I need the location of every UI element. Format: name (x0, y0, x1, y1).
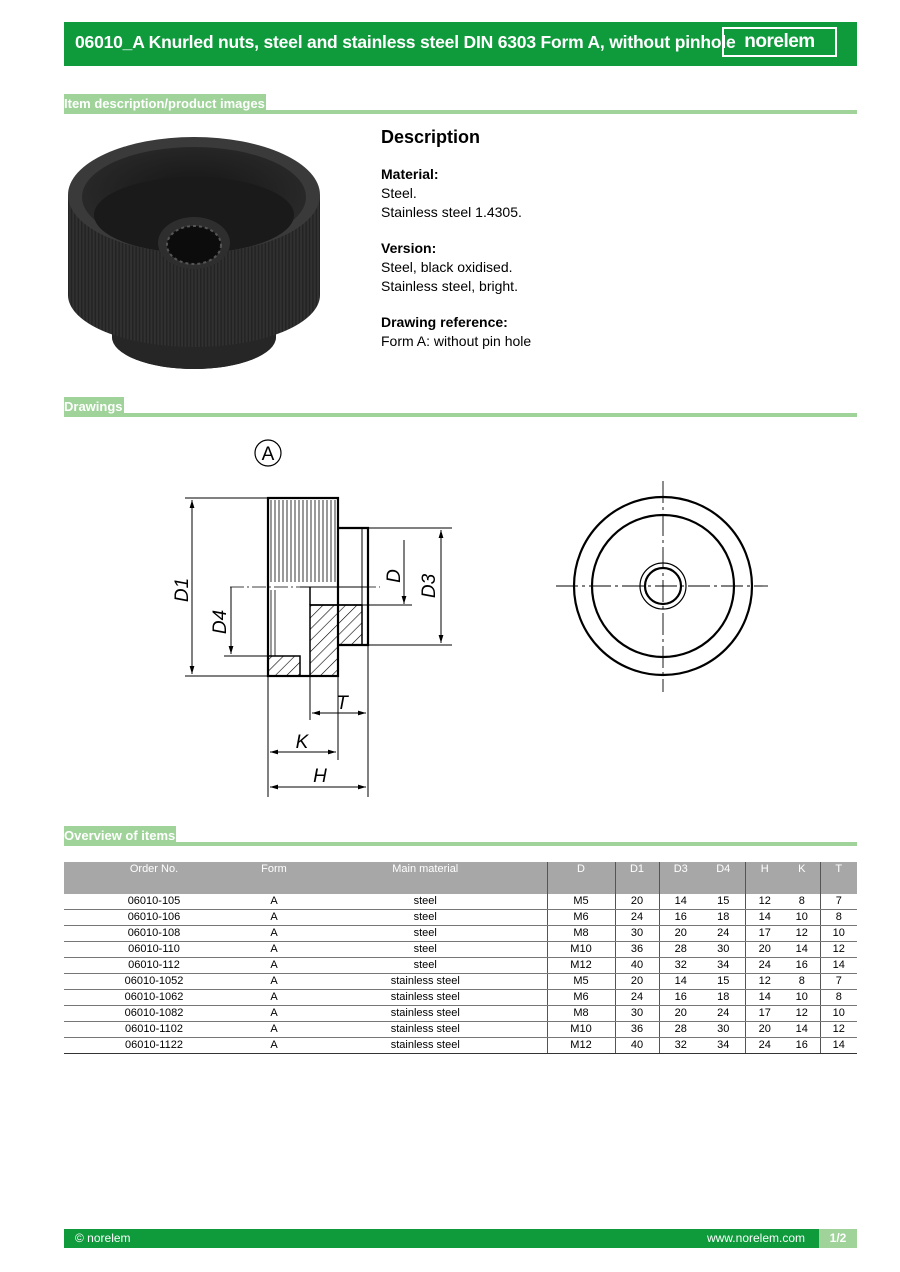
page-title: 06010_A Knurled nuts, steel and stainless steel DIN 6303 Form A, without pinhole (75, 32, 736, 52)
table-cell: 40 (615, 958, 659, 974)
drawing-reference-group (381, 313, 801, 351)
table-cell: 36 (615, 942, 659, 958)
table-cell: 06010-106 (64, 910, 244, 926)
table-cell: 12 (745, 974, 784, 990)
table-cell: 32 (659, 1038, 702, 1054)
table-cell: 12 (820, 942, 857, 958)
table-row (64, 990, 857, 1006)
table-cell: 24 (702, 1006, 745, 1022)
table-row (64, 974, 857, 990)
drawing-reference-line: Form A: without pin hole (381, 333, 532, 349)
section-label: Drawings (64, 397, 124, 417)
table-cell: 06010-1052 (64, 974, 244, 990)
table-cell: 06010-112 (64, 958, 244, 974)
table-cell: 14 (659, 974, 702, 990)
form-marker (255, 440, 281, 466)
col-header-h: H (745, 862, 784, 894)
table-cell: 30 (702, 1022, 745, 1038)
table-cell: 20 (745, 942, 784, 958)
table-cell: 14 (745, 910, 784, 926)
table-cell: 7 (820, 974, 857, 990)
table-row (64, 958, 857, 974)
table-cell: 20 (615, 974, 659, 990)
table-cell: A (244, 894, 304, 910)
table-cell: 24 (702, 926, 745, 942)
table-cell: stainless steel (304, 1038, 547, 1054)
footer-website-link[interactable]: www.norelem.com (706, 1231, 805, 1245)
section-label: Item description/product images (64, 94, 266, 114)
col-header-d1: D1 (615, 862, 659, 894)
table-cell: 30 (615, 1006, 659, 1022)
footer-page-number: 1/2 (819, 1229, 857, 1248)
table-cell: M8 (547, 1006, 615, 1022)
table-cell: 20 (615, 894, 659, 910)
table-cell: 24 (615, 990, 659, 1006)
table-cell: 10 (820, 926, 857, 942)
dim-label-d: D (384, 569, 405, 583)
table-cell: M12 (547, 1038, 615, 1054)
table-cell: 06010-1082 (64, 1006, 244, 1022)
table-cell: 06010-110 (64, 942, 244, 958)
table-cell: 16 (659, 910, 702, 926)
material-line: Steel. (381, 185, 417, 201)
table-cell: 06010-1102 (64, 1022, 244, 1038)
table-row (64, 1022, 857, 1038)
table-cell: M5 (547, 894, 615, 910)
table-cell: 8 (784, 894, 820, 910)
table-cell: A (244, 942, 304, 958)
material-label: Material: (381, 166, 439, 182)
col-header-main-material: Main material (304, 862, 547, 894)
version-group (381, 239, 801, 296)
table-cell: 16 (659, 990, 702, 1006)
table-cell: M12 (547, 958, 615, 974)
col-header-order-no: Order No. (64, 862, 244, 894)
table-cell: 30 (615, 926, 659, 942)
description-heading: Description (381, 127, 481, 147)
table-cell: M6 (547, 910, 615, 926)
table-cell: 15 (702, 974, 745, 990)
section-label: Overview of items (64, 826, 176, 846)
table-cell: 14 (820, 1038, 857, 1054)
table-cell: steel (304, 958, 547, 974)
table-cell: 30 (702, 942, 745, 958)
table-cell: 28 (659, 1022, 702, 1038)
description-block (381, 128, 801, 368)
table-cell: 16 (784, 1038, 820, 1054)
table-cell: 12 (745, 894, 784, 910)
version-line: Stainless steel, bright. (381, 278, 518, 294)
table-row (64, 1006, 857, 1022)
table-cell: 8 (784, 974, 820, 990)
table-cell: 24 (615, 910, 659, 926)
table-cell: 06010-1062 (64, 990, 244, 1006)
table-cell: M5 (547, 974, 615, 990)
footer-copyright: © norelem (75, 1231, 131, 1245)
section-drawings (64, 395, 857, 417)
table-row (64, 1038, 857, 1054)
table-cell: A (244, 1022, 304, 1038)
technical-drawing (64, 420, 857, 815)
table-cell: A (244, 1038, 304, 1054)
table-cell: 24 (745, 1038, 784, 1054)
table-cell: 14 (659, 894, 702, 910)
table-cell: 12 (784, 926, 820, 942)
page-footer (64, 1229, 857, 1248)
table-cell: 36 (615, 1022, 659, 1038)
table-cell: 06010-108 (64, 926, 244, 942)
table-cell: 12 (784, 1006, 820, 1022)
table-cell: stainless steel (304, 990, 547, 1006)
col-header-d: D (547, 862, 615, 894)
col-header-t: T (820, 862, 857, 894)
table-cell: A (244, 958, 304, 974)
col-header-form: Form (244, 862, 304, 894)
table-cell: stainless steel (304, 1022, 547, 1038)
table-cell: M10 (547, 1022, 615, 1038)
table-cell: A (244, 926, 304, 942)
side-view (230, 498, 380, 676)
table-cell: 12 (820, 1022, 857, 1038)
table-cell: M10 (547, 942, 615, 958)
table-cell: 34 (702, 1038, 745, 1054)
table-cell: 14 (784, 942, 820, 958)
table-header-row (64, 862, 857, 894)
table-cell: A (244, 974, 304, 990)
table-cell: 10 (784, 990, 820, 1006)
table-cell: M6 (547, 990, 615, 1006)
table-cell: A (244, 910, 304, 926)
product-image (64, 125, 322, 372)
table-cell: stainless steel (304, 1006, 547, 1022)
table-cell: 32 (659, 958, 702, 974)
table-cell: steel (304, 894, 547, 910)
table-cell: 14 (745, 990, 784, 1006)
table-cell: 15 (702, 894, 745, 910)
table-cell: A (244, 1006, 304, 1022)
col-header-d3: D3 (659, 862, 702, 894)
table-cell: 18 (702, 990, 745, 1006)
table-row (64, 926, 857, 942)
table-cell: 20 (745, 1022, 784, 1038)
table-cell: 14 (784, 1022, 820, 1038)
table-cell: 17 (745, 926, 784, 942)
dim-label-h: H (313, 766, 327, 787)
table-cell: 8 (820, 910, 857, 926)
material-line: Stainless steel 1.4305. (381, 204, 522, 220)
table-cell: stainless steel (304, 974, 547, 990)
table-cell: 06010-1122 (64, 1038, 244, 1054)
section-overview (64, 824, 857, 846)
dim-label-d4: D4 (210, 609, 231, 635)
col-header-k: K (784, 862, 820, 894)
table-cell: steel (304, 942, 547, 958)
table-cell: 34 (702, 958, 745, 974)
form-marker-label: A (261, 444, 275, 465)
table-cell: steel (304, 926, 547, 942)
table-cell: 18 (702, 910, 745, 926)
table-cell: 16 (784, 958, 820, 974)
dim-label-t: T (336, 693, 348, 714)
table-cell: 20 (659, 1006, 702, 1022)
table-row (64, 910, 857, 926)
table-cell: 40 (615, 1038, 659, 1054)
table-cell: 10 (784, 910, 820, 926)
table-cell: 17 (745, 1006, 784, 1022)
dim-label-k: K (295, 732, 309, 753)
table-cell: 10 (820, 1006, 857, 1022)
col-header-d4: D4 (702, 862, 745, 894)
table-cell: 06010-105 (64, 894, 244, 910)
table-cell: A (244, 990, 304, 1006)
table-cell: 24 (745, 958, 784, 974)
material-group (381, 165, 801, 222)
dim-label-d3: D3 (419, 573, 440, 599)
dim-label-d1: D1 (172, 577, 193, 603)
table-row (64, 894, 857, 910)
section-item-description (64, 92, 857, 114)
table-cell: 14 (820, 958, 857, 974)
table-cell: 8 (820, 990, 857, 1006)
table-cell: 20 (659, 926, 702, 942)
table-cell: M8 (547, 926, 615, 942)
drawing-reference-label: Drawing reference: (381, 314, 508, 330)
table-row (64, 942, 857, 958)
items-table (64, 862, 857, 1054)
front-view (556, 481, 768, 692)
norelem-logo: norelem (722, 27, 837, 57)
table-cell: steel (304, 910, 547, 926)
version-line: Steel, black oxidised. (381, 259, 513, 275)
table-cell: 28 (659, 942, 702, 958)
page-header (64, 22, 857, 66)
table-cell: 7 (820, 894, 857, 910)
version-label: Version: (381, 240, 437, 256)
